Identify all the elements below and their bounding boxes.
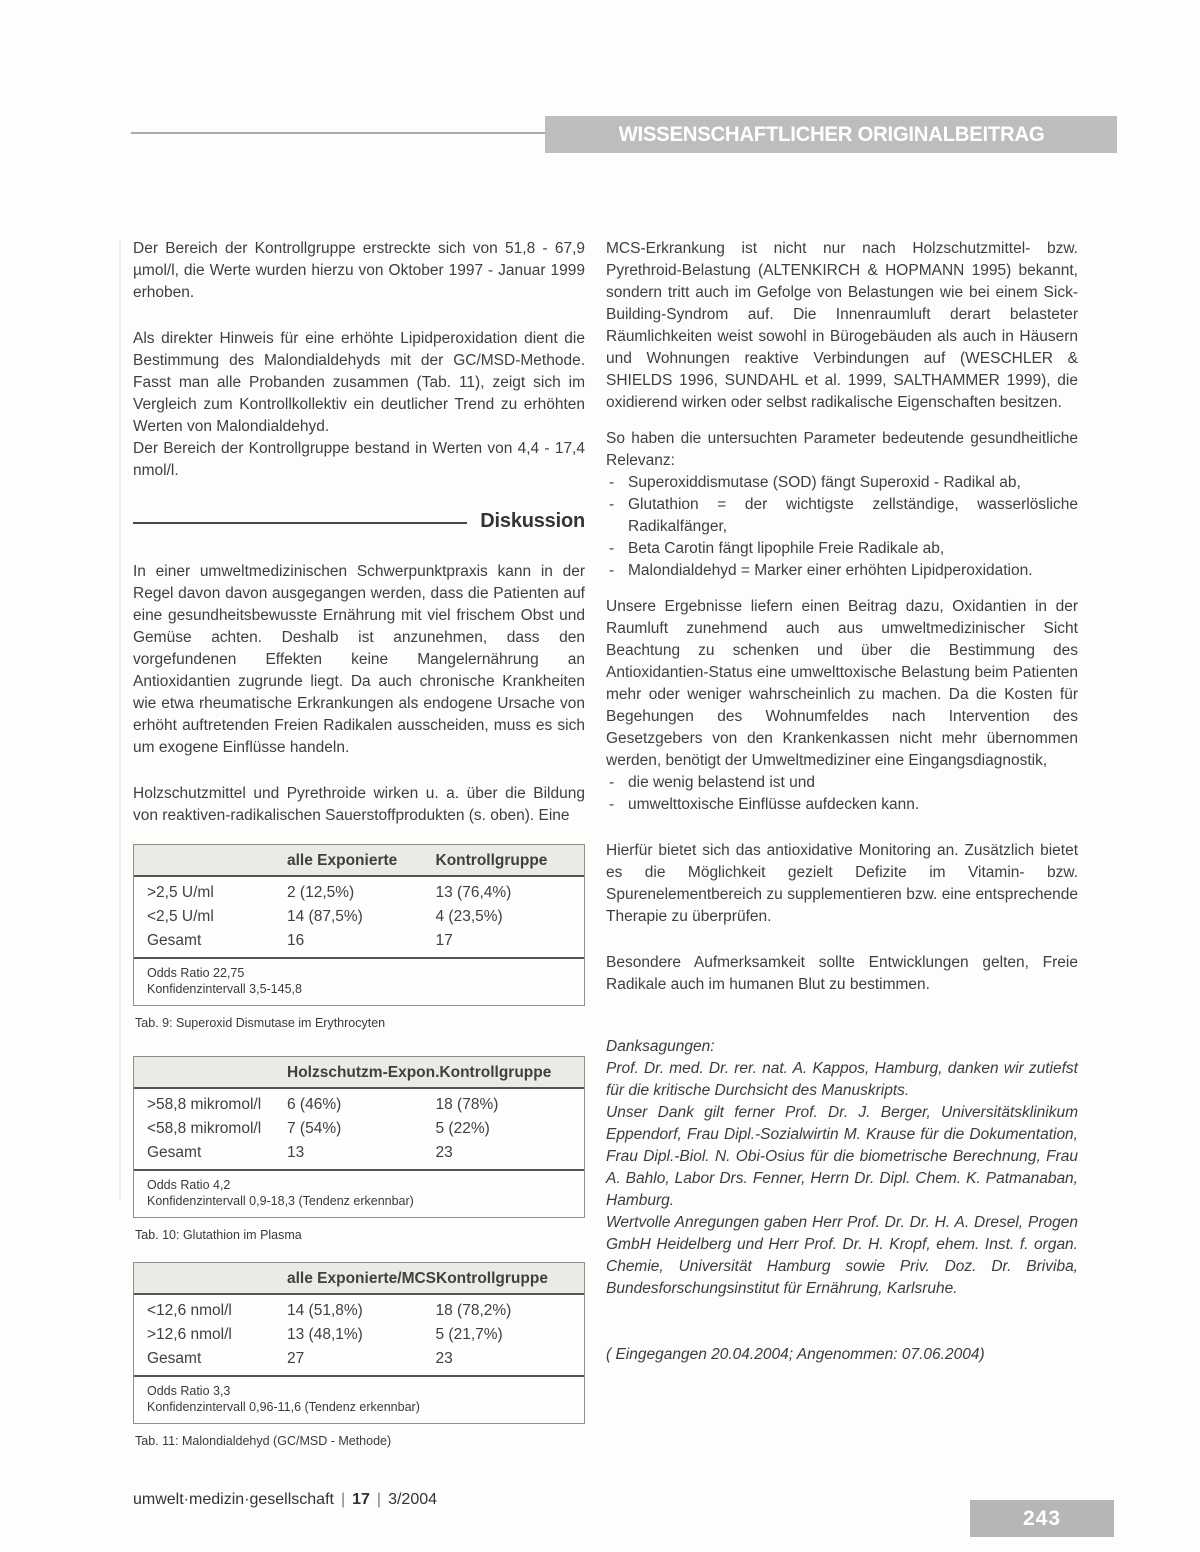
left-column — [133, 238, 585, 1448]
bullet-marker: - — [609, 474, 615, 491]
journal-reference — [133, 1491, 437, 1509]
paragraph: Besondere Aufmerksamkeit sollte Entwicklungen gelten, Freie Radikale auch im humanen Blut zu bestimmen. — [606, 954, 1078, 993]
list-item: - Malondialdehyd = Marker einer erhöhten Lipidperoxidation. — [606, 560, 1078, 582]
table-caption: Tab. 9: Superoxid Dismutase im Erythrocyten — [135, 1016, 386, 1030]
table-caption: Tab. 11: Malondialdehyd (GC/MSD - Methode) — [135, 1434, 392, 1448]
table-row: >58,8 mikromol/l 6 (46%) 18 (78%) — [147, 1096, 499, 1113]
confidence-interval: Konfidenzintervall 0,96-11,6 (Tendenz erkennbar) — [147, 1400, 420, 1414]
paragraph: Als direkter Hinweis für eine erhöhte Lipidperoxidation dient die Bestimmung des Malondialdehyds mit der GC/MSD-Methode. Fasst man alle Probanden zusammen (Tab. 11), zeigt sich im Vergleich zum Kontrollkollektiv ein deutlicher Trend zu erhöhten Werten von Malondialdehyd. — [133, 330, 585, 435]
paragraph: Wertvolle Anregungen gaben Herr Prof. Dr. Dr. H. A. Dresel, Progen GmbH Heidelberg und Herr Prof. Dr. H. Kropf, ehem. Inst. f. organ. Chemie, Universität Hamburg sowie Priv. Doz. Dr. Briviba, Bundesforschungsinstitut für Ernährung, Karlsruhe. — [606, 1214, 1078, 1297]
table-row: Gesamt 13 23 — [147, 1144, 453, 1161]
list-item: - Beta Carotin fängt lipophile Freie Radikale ab, — [606, 538, 1078, 560]
table-row: >2,5 U/ml 2 (12,5%) 13 (76,4%) — [147, 884, 512, 901]
acknowledgements-heading: Danksagungen: — [606, 1038, 715, 1055]
volume-number: 17 — [352, 1491, 370, 1508]
bullet-marker: - — [609, 496, 615, 513]
table-statistics — [134, 1169, 584, 1217]
table-row: Gesamt 16 17 — [147, 932, 453, 949]
table-malondialdehyd — [133, 1262, 585, 1424]
column-header: Kontrollgruppe — [435, 852, 548, 869]
bullet-marker: - — [609, 796, 615, 813]
list-item: - Glutathion = der wichtigste zellständige, wasserlösliche Radikalfänger, — [606, 494, 1078, 538]
table-caption: Tab. 10: Glutathion im Plasma — [135, 1228, 302, 1242]
paragraph: So haben die untersuchten Parameter bedeutende gesundheitliche Relevanz: — [606, 430, 1078, 469]
paragraph: Prof. Dr. med. Dr. rer. nat. A. Kappos, Hamburg, danken wir zutiefst für die kritische Durchsicht des Manuskripts. — [606, 1060, 1078, 1099]
odds-ratio: Odds Ratio 3,3 — [147, 1384, 231, 1398]
received-accepted-line: ( Eingegangen 20.04.2004; Angenommen: 07.06.2004) — [606, 1346, 985, 1363]
odds-ratio: Odds Ratio 22,75 — [147, 966, 245, 980]
page-number-badge: 243 — [970, 1500, 1114, 1537]
bullet-list — [606, 772, 1078, 816]
acknowledgements — [606, 1036, 1078, 1300]
table-row: <2,5 U/ml 14 (87,5%) 4 (23,5%) — [147, 908, 503, 925]
paragraph: Der Bereich der Kontrollgruppe bestand in Werten von 4,4 - 17,4 nmol/l. — [133, 440, 585, 479]
bullet-marker: - — [609, 774, 615, 791]
section-banner-label: WISSENSCHAFTLICHER ORIGINALBEITRAG — [618, 122, 1044, 146]
paragraph: In einer umweltmedizinischen Schwerpunktpraxis kann in der Regel davon davon ausgegangen werden, dass die Patienten auf eine gesundheitsbewusste Ernährung mit viel frischem Obst und Gemüse achten. Deshalb ist anzunehmen, dass den vorgefundenen Effekten keine Mangelernährung an Antioxidantien zugrunde liegt. Da auch chronische Krankheiten wie etwa rheumatische Erkrankungen als endogene Ursache von erhöht auftretenden Freien Radikalen ausscheiden, muss es sich um exogene Einflüsse handeln. — [133, 563, 585, 756]
table-glutathion — [133, 1056, 585, 1218]
column-header: alle Exponierte/MCS — [287, 1270, 437, 1287]
confidence-interval: Konfidenzintervall 3,5-145,8 — [147, 982, 302, 996]
list-item: - umwelttoxische Einflüsse aufdecken kann. — [606, 794, 1078, 816]
section-banner — [545, 116, 1117, 153]
odds-ratio: Odds Ratio 4,2 — [147, 1178, 231, 1192]
paragraph: Unsere Ergebnisse liefern einen Beitrag dazu, Oxidantien in der Raumluft zunehmend auch aus umweltmedizinischer Sicht Beachtung zu schenken und über die Bestimmung des Antioxidantien-Status eine umwelttoxische Belastung beim Patienten mehr oder weniger wahrscheinlich zu machen. Da die Kosten für Begehungen des Wohnumfeldes nach Intervention des Gesetzgebers von den Krankenkassen nicht mehr übernommen werden, benötigt der Umweltmediziner eine Eingangsdiagnostik, — [606, 598, 1078, 769]
table-header-row — [134, 1057, 584, 1089]
list-item: - die wenig belastend ist und — [606, 772, 1078, 794]
discussion-heading — [133, 510, 585, 533]
table-sod — [133, 844, 585, 1006]
bullet-list — [606, 472, 1078, 582]
separator: | — [340, 1491, 346, 1508]
paragraph: Holzschutzmittel und Pyrethroide wirken u. a. über die Bildung von reaktiven-radikalischen Sauerstoffprodukten (s. oben). Eine — [133, 785, 585, 824]
bullet-marker: - — [609, 562, 615, 579]
header-rule — [131, 132, 545, 134]
separator: | — [376, 1491, 382, 1508]
table-header-row — [134, 1263, 584, 1295]
paragraph: Unser Dank gilt ferner Prof. Dr. J. Berger, Universitätsklinikum Eppendorf, Frau Dipl.-Sozialwirtin M. Krause für die Dokumentation, Frau Dipl.-Biol. N. Obi-Osius für die biometrische Berechnung, Frau A. Bahlo, Labor Drs. Fenner, Herrn Dr. Dipl. Chem. K. Patmanaban, Hamburg. — [606, 1104, 1078, 1209]
table-row: <58,8 mikromol/l 7 (54%) 5 (22%) — [147, 1120, 490, 1137]
column-header: alle Exponierte — [287, 852, 398, 869]
table-row: Gesamt 27 23 — [147, 1350, 453, 1367]
table-statistics — [134, 957, 584, 1005]
bullet-marker: - — [609, 540, 615, 557]
journal-name: umwelt·medizin·gesellschaft — [133, 1491, 334, 1508]
scan-artifact — [119, 240, 121, 1200]
confidence-interval: Konfidenzintervall 0,9-18,3 (Tendenz erkennbar) — [147, 1194, 414, 1208]
heading-rule — [133, 522, 467, 524]
column-header: Kontrollgruppe — [436, 1270, 548, 1287]
table-row: >12,6 nmol/l 13 (48,1%) 5 (21,7%) — [147, 1326, 503, 1343]
table-row: <12,6 nmol/l 14 (51,8%) 18 (78,2%) — [147, 1302, 512, 1319]
column-header: Holzschutzm-Expon. — [287, 1064, 440, 1081]
paragraph: Der Bereich der Kontrollgruppe erstreckte sich von 51,8 - 67,9 µmol/l, die Werte wurden hierzu von Oktober 1997 - Januar 1999 erhoben. — [133, 240, 585, 301]
issue-number: 3/2004 — [388, 1491, 438, 1508]
table-header-row — [134, 845, 584, 877]
paragraph: Hierfür bietet sich das antioxidative Monitoring an. Zusätzlich bietet es die Möglichkeit gezielt Defizite im Vitamin- bzw. Spurenelementbereich zu supplementieren bzw. eine entsprechende Therapie zu überprüfen. — [606, 842, 1078, 925]
table-statistics — [134, 1375, 584, 1423]
column-header: Kontrollgruppe — [439, 1064, 552, 1081]
list-item: - Superoxiddismutase (SOD) fängt Superoxid - Radikal ab, — [606, 472, 1078, 494]
heading-label: Diskussion — [480, 510, 585, 532]
paragraph: MCS-Erkrankung ist nicht nur nach Holzschutzmittel- bzw. Pyrethroid-Belastung (ALTENKIRCH & HOPMANN 1995) bekannt, sondern tritt auch im Gefolge von Belastungen wie bei einem Sick-Building-Syndrom auf. Die Innenraumluft derart belasteter Räumlichkeiten weist sowohl in Bürogebäuden als auch in Häusern und Wohnungen reaktive Verbindungen auf (WESCHLER & SHIELDS 1996, SUNDAHL et al. 1999, SALTHAMMER 1999), die oxidierend wirken oder selbst radikalische Eigenschaften besitzen. — [606, 240, 1078, 411]
right-column — [606, 238, 1078, 1364]
